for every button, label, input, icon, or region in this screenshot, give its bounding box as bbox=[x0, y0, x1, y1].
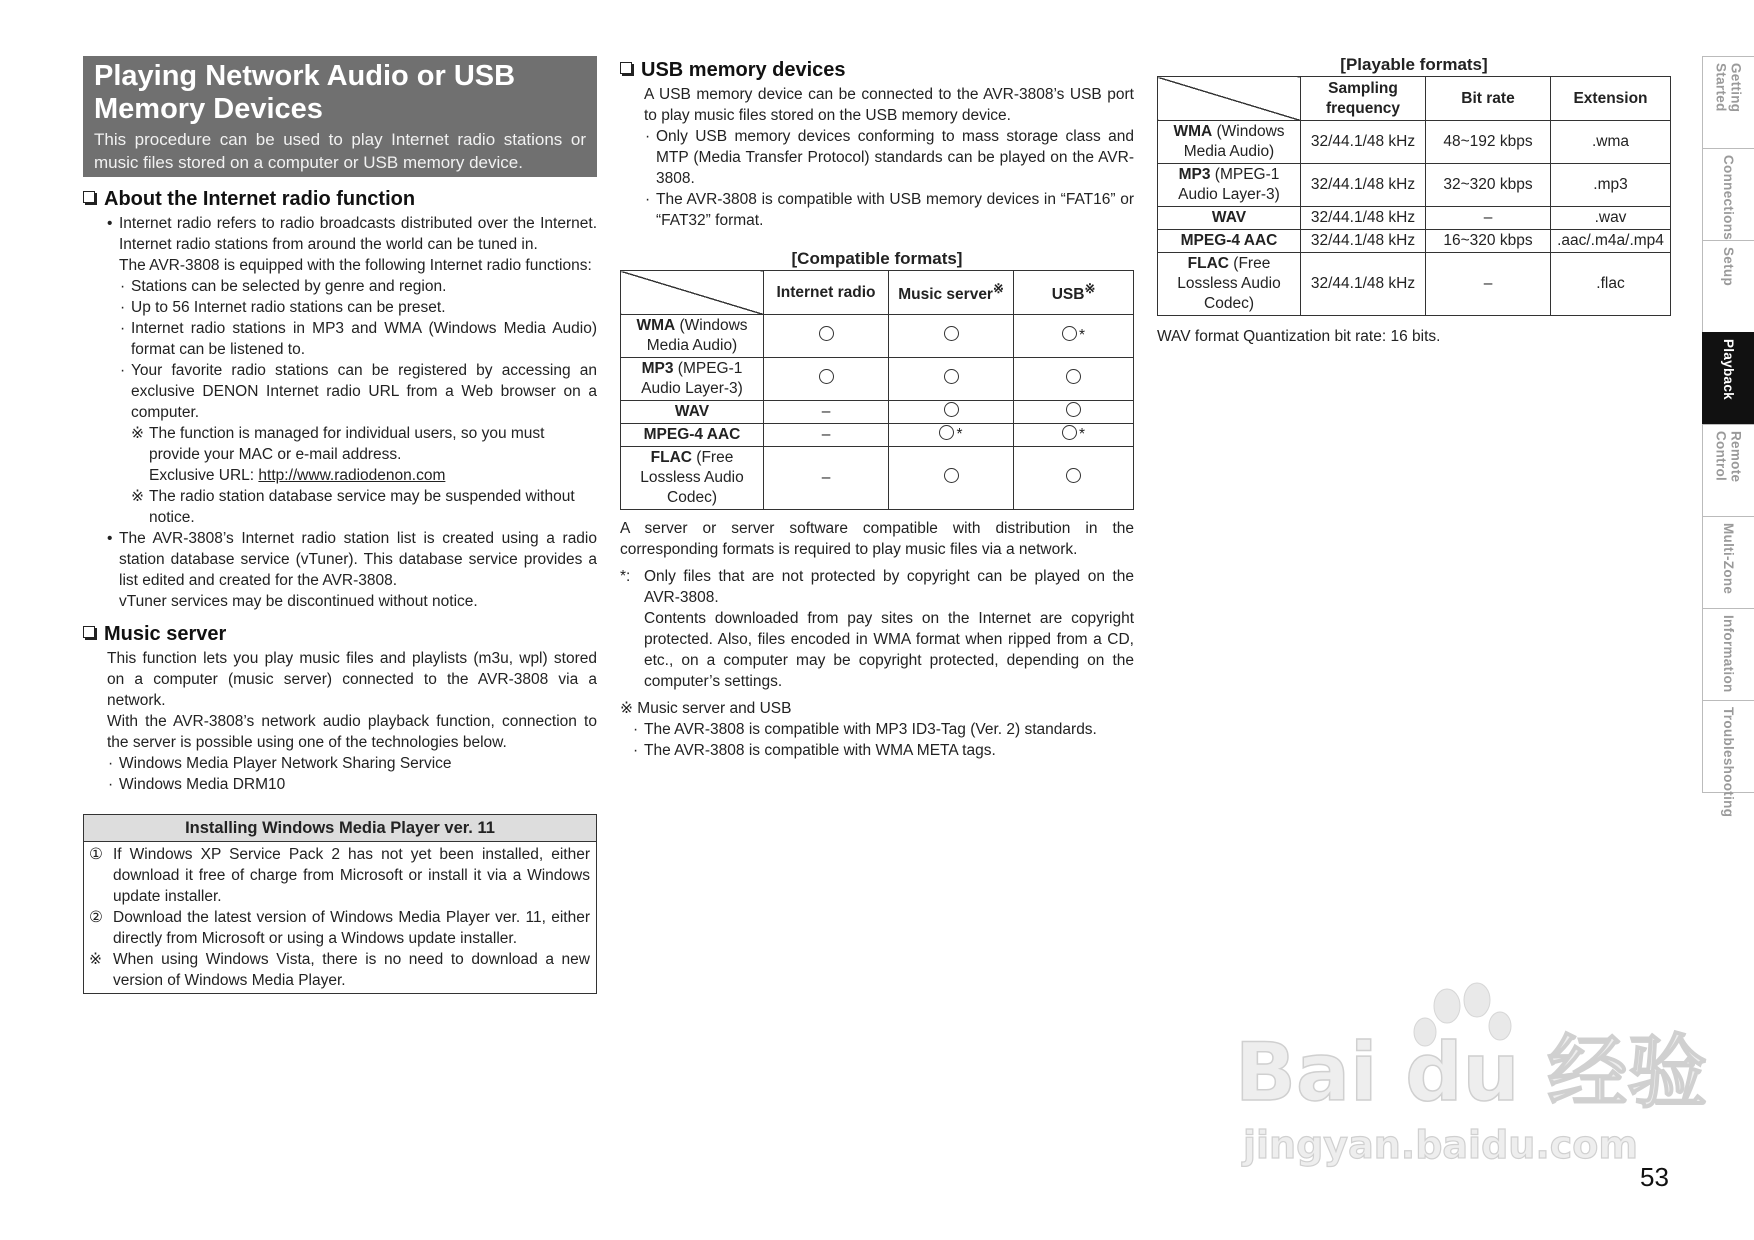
usb-p1: A USB memory device can be connected to the AVR-3808’s USB port to play music files stored on the USB memory device. bbox=[644, 86, 1134, 124]
watermark-url-text: jingyan.baidu.com bbox=[1243, 1123, 1638, 1167]
table-cell: .wav bbox=[1551, 207, 1671, 230]
table-row bbox=[621, 447, 1134, 510]
table-cell: .flac bbox=[1551, 253, 1671, 316]
music-server-p2: With the AVR-3808’s network audio playback function, connection to the server is possible using one of the technologies below. bbox=[107, 713, 597, 751]
list-item: · The AVR-3808 is compatible with USB memory devices in “FAT16” or “FAT32” format. bbox=[644, 189, 1134, 231]
wmp-install-box bbox=[83, 814, 597, 994]
row-header: MPEG-4 AAC bbox=[621, 424, 764, 447]
list-item: · Windows Media DRM10 bbox=[107, 774, 597, 795]
table-corner bbox=[1158, 77, 1301, 121]
table-cell: 32/44.1/48 kHz bbox=[1301, 121, 1426, 164]
circle-mark-icon bbox=[944, 369, 959, 384]
tab-label: Multi-Zone bbox=[1721, 523, 1736, 595]
row-header: MPEG-4 AAC bbox=[1158, 230, 1301, 253]
circle-mark-icon bbox=[819, 369, 834, 384]
circle-mark-icon bbox=[944, 402, 959, 417]
section-tabs bbox=[1702, 56, 1754, 818]
compatible-formats-table bbox=[620, 270, 1134, 510]
right-column bbox=[1157, 56, 1671, 347]
row-header: MP3 (MPEG-1 Audio Layer-3) bbox=[621, 358, 764, 401]
table-cell: 16~320 kbps bbox=[1426, 230, 1551, 253]
list-item: · The AVR-3808 is compatible with MP3 ID3-Tag (Ver. 2) standards. bbox=[632, 719, 1134, 740]
tab-connections[interactable] bbox=[1702, 148, 1754, 240]
list-item: · Windows Media Player Network Sharing Service bbox=[107, 753, 597, 774]
list-item: · The AVR-3808 is compatible with WMA META tags. bbox=[632, 740, 1134, 761]
internet-radio-p1: • Internet radio refers to radio broadcasts distributed over the Internet. Internet radio stations from around the world can be tuned in. bbox=[107, 213, 597, 255]
checkbox-bullet-icon bbox=[620, 62, 632, 74]
row-header: FLAC (Free Lossless Audio Codec) bbox=[621, 447, 764, 510]
playable-formats-caption: [Playable formats] bbox=[1340, 55, 1488, 74]
baidu-watermark bbox=[1235, 980, 1708, 1170]
table-cell: 32/44.1/48 kHz bbox=[1301, 253, 1426, 316]
table-row bbox=[1158, 230, 1671, 253]
tab-label: Playback bbox=[1721, 339, 1736, 400]
table-cell bbox=[1014, 358, 1134, 401]
col-header: Bit rate bbox=[1426, 77, 1551, 121]
circle-mark-icon bbox=[944, 468, 959, 483]
watermark-logo-text: Bai du 经验 bbox=[1235, 1026, 1708, 1119]
circle-mark-icon bbox=[1066, 468, 1081, 483]
table-cell: 32~320 kbps bbox=[1426, 164, 1551, 207]
tab-label: Troubleshooting bbox=[1721, 707, 1736, 818]
music-server-heading: Music server bbox=[83, 622, 597, 646]
row-header: FLAC (Free Lossless Audio Codec) bbox=[1158, 253, 1301, 316]
row-header: MP3 (MPEG-1 Audio Layer-3) bbox=[1158, 164, 1301, 207]
tab-remote-control[interactable] bbox=[1702, 424, 1754, 516]
table-row bbox=[1158, 253, 1671, 316]
circle-mark-icon bbox=[1062, 326, 1077, 341]
music-server-p1: This function lets you play music files and playlists (m3u, wpl) stored on a computer (music server) connected to the AVR-3808 via a network. bbox=[107, 650, 597, 709]
table-row bbox=[621, 315, 1134, 358]
playable-formats-table bbox=[1157, 76, 1671, 316]
tab-playback[interactable] bbox=[1702, 332, 1754, 424]
table-cell: .aac/.m4a/.mp4 bbox=[1551, 230, 1671, 253]
page-number: 53 bbox=[1640, 1162, 1669, 1192]
table-cell: 32/44.1/48 kHz bbox=[1301, 207, 1426, 230]
tab-information[interactable] bbox=[1702, 608, 1754, 700]
circle-mark-icon bbox=[1062, 425, 1077, 440]
list-item: · Up to 56 Internet radio stations can be preset. bbox=[119, 297, 597, 318]
table-cell: * bbox=[889, 424, 1014, 447]
table-cell bbox=[889, 315, 1014, 358]
col-header: Extension bbox=[1551, 77, 1671, 121]
list-item: · Internet radio stations in MP3 and WMA (Windows Media Audio) format can be listened to. bbox=[119, 318, 597, 360]
table-row bbox=[621, 424, 1134, 447]
table-cell: – bbox=[764, 447, 889, 510]
table-row bbox=[1158, 164, 1671, 207]
compatible-formats-caption: [Compatible formats] bbox=[791, 249, 963, 268]
tab-label: Connections bbox=[1721, 155, 1736, 241]
intro-text: This procedure can be used to play Internet radio stations or music files stored on a computer or USB memory device. bbox=[94, 130, 586, 172]
internet-radio-heading: About the Internet radio function bbox=[83, 187, 597, 211]
list-item: · Stations can be selected by genre and region. bbox=[119, 276, 597, 297]
tab-label: Information bbox=[1721, 615, 1736, 693]
note-item: ※ The radio station database service may be suspended without notice. bbox=[131, 488, 575, 526]
circle-mark-icon bbox=[1066, 402, 1081, 417]
table-cell: – bbox=[764, 424, 889, 447]
circle-mark-icon bbox=[819, 326, 834, 341]
tab-setup[interactable] bbox=[1702, 240, 1754, 332]
note-item: ※ The function is managed for individual users, so you must provide your MAC or e-mail address. Exclusive URL: http://www.radiodenon.com bbox=[131, 425, 545, 484]
table-cell bbox=[889, 447, 1014, 510]
checkbox-bullet-icon bbox=[83, 626, 95, 638]
table-row bbox=[621, 401, 1134, 424]
tab-getting-started[interactable] bbox=[1702, 56, 1754, 148]
middle-column bbox=[620, 56, 1134, 761]
row-header: WMA (Windows Media Audio) bbox=[1158, 121, 1301, 164]
table-cell: .wma bbox=[1551, 121, 1671, 164]
col-header: USB※ bbox=[1014, 271, 1134, 315]
table-cell: 32/44.1/48 kHz bbox=[1301, 230, 1426, 253]
section-title-box bbox=[83, 56, 597, 177]
internet-radio-p2: The AVR-3808 is equipped with the following Internet radio functions: bbox=[119, 257, 592, 274]
table-corner bbox=[621, 271, 764, 315]
table-cell bbox=[1014, 447, 1134, 510]
table-row bbox=[621, 358, 1134, 401]
table-row bbox=[1158, 207, 1671, 230]
col-header: Music server※ bbox=[889, 271, 1014, 315]
tab-label: Remote Control bbox=[1713, 431, 1744, 483]
table-cell: .mp3 bbox=[1551, 164, 1671, 207]
server-note: A server or server software compatible with distribution in the corresponding formats is required to play music files via a network. bbox=[620, 520, 1134, 558]
table-row bbox=[1158, 121, 1671, 164]
tab-label: Setup bbox=[1721, 247, 1736, 287]
circle-mark-icon bbox=[1066, 369, 1081, 384]
wav-quantization-note: WAV format Quantization bit rate: 16 bits. bbox=[1157, 328, 1441, 345]
table-cell bbox=[764, 315, 889, 358]
table-cell bbox=[1014, 401, 1134, 424]
list-item: · Only USB memory devices conforming to mass storage class and MTP (Media Transfer Protocol) standards can be played on the AVR-3808. bbox=[644, 126, 1134, 189]
tab-multi-zone[interactable] bbox=[1702, 516, 1754, 608]
usb-heading: USB memory devices bbox=[620, 58, 1134, 82]
row-header: WAV bbox=[1158, 207, 1301, 230]
table-cell bbox=[889, 358, 1014, 401]
step-2: ② Download the latest version of Windows Media Player ver. 11, either directly from Microsoft or using a Windows update installer. bbox=[89, 909, 590, 947]
wmp-box-title: Installing Windows Media Player ver. 11 bbox=[84, 815, 596, 842]
table-cell: 48~192 kbps bbox=[1426, 121, 1551, 164]
tab-troubleshooting[interactable] bbox=[1702, 700, 1754, 818]
col-header: Sampling frequency bbox=[1301, 77, 1426, 121]
star-note: *: Only files that are not protected by copyright can be played on the AVR-3808. Contents downloaded from pay sites on the Internet are copyright protected. Also, files encoded in WMA format when ripped from a CD, etc., on a computer may be copyright protected, depending on the computer’s settings. bbox=[620, 568, 1134, 690]
table-cell: 32/44.1/48 kHz bbox=[1301, 164, 1426, 207]
table-cell: * bbox=[1014, 315, 1134, 358]
list-item: · Your favorite radio stations can be registered by accessing an exclusive DENON Internet radio URL from a Web browser on a computer. bbox=[119, 360, 597, 423]
table-cell: * bbox=[1014, 424, 1134, 447]
checkbox-bullet-icon bbox=[83, 191, 95, 203]
internet-radio-p4: vTuner services may be discontinued without notice. bbox=[119, 593, 478, 610]
row-header: WMA (Windows Media Audio) bbox=[621, 315, 764, 358]
table-cell: – bbox=[1426, 207, 1551, 230]
radiodenon-link[interactable]: http://www.radiodenon.com bbox=[258, 467, 446, 484]
circle-mark-icon bbox=[944, 326, 959, 341]
table-cell bbox=[764, 358, 889, 401]
col-header: Internet radio bbox=[764, 271, 889, 315]
page-title: Playing Network Audio or USB Memory Devices bbox=[94, 60, 516, 125]
step-note: ※ When using Windows Vista, there is no need to download a new version of Windows Media Player. bbox=[89, 951, 590, 989]
circle-mark-icon bbox=[939, 425, 954, 440]
tab-label: Getting Started bbox=[1713, 63, 1744, 113]
music-server-usb-note: ※ Music server and USB bbox=[620, 700, 792, 717]
step-1: ① If Windows XP Service Pack 2 has not yet been installed, either download it free of charge from Microsoft or install it via a Windows update installer. bbox=[89, 846, 590, 905]
table-cell: – bbox=[1426, 253, 1551, 316]
internet-radio-p3: • The AVR-3808’s Internet radio station list is created using a radio station database service (vTuner). This database service provides a list edited and created for the AVR-3808. bbox=[107, 528, 597, 591]
left-column bbox=[83, 56, 597, 994]
table-cell bbox=[889, 401, 1014, 424]
row-header: WAV bbox=[621, 401, 764, 424]
table-cell: – bbox=[764, 401, 889, 424]
